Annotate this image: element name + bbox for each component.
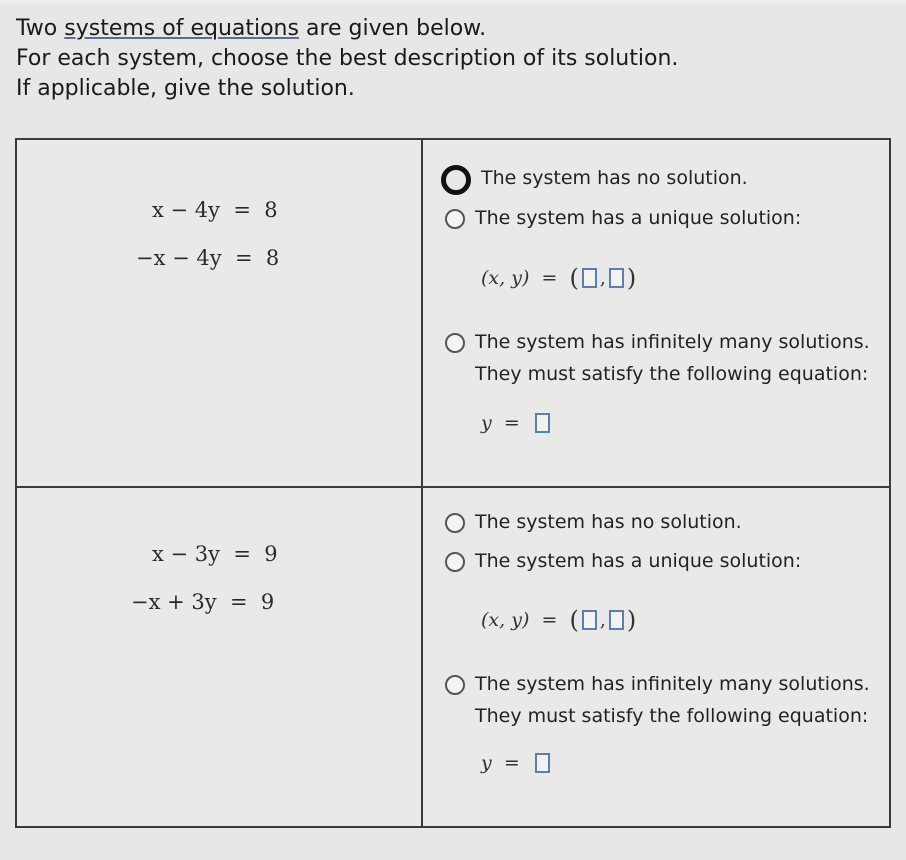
option-label: The system has a unique solution: [475,550,802,572]
instructions-line-1 [16,14,678,44]
system-2-unique-answer [481,606,636,634]
top-strip [0,0,906,8]
systems-of-equations-link[interactable]: systems of equations [64,16,299,41]
radio-selected-icon[interactable] [441,165,471,195]
system-2-equation-1: x − 3y = 9 [152,542,278,566]
system-1-equation-2: −x − 4y = 8 [136,246,280,270]
equals-sign: = [503,412,520,434]
y-answer-box[interactable] [609,610,624,630]
system-2-equations [17,488,421,828]
system-1-equations [17,140,421,486]
instructions-text: are given below. [298,16,487,41]
option-label-line-1: The system has infinitely many solutions. [475,673,870,695]
system-1-option-unique[interactable] [445,202,801,234]
systems-table [15,138,891,828]
system-1-option-infinite[interactable] [445,326,870,390]
system-1-options [423,140,891,486]
xy-label: (x, y) [481,267,530,289]
option-label-line-1: The system has infinitely many solutions. [475,331,870,353]
x-answer-box[interactable] [582,268,597,288]
equation-answer-box[interactable] [535,753,550,773]
equals-sign [529,267,541,289]
radio-button-icon[interactable] [445,513,465,533]
system-2-option-unique[interactable] [445,545,801,577]
option-label [475,326,870,390]
radio-button-icon[interactable] [445,209,465,229]
equals-sign: = [541,267,558,289]
option-label: The system has no solution. [475,511,742,533]
open-paren: ( [569,264,579,292]
y-label: y [481,412,492,434]
system-1-unique-answer [481,264,636,292]
equals-sign: = [541,609,558,631]
system-1-option-no-solution[interactable] [445,162,748,195]
instructions-line-3: If applicable, give the solution. [16,76,355,101]
y-answer-box[interactable] [609,268,624,288]
system-2-option-no-solution[interactable] [445,506,742,538]
system-2-infinite-answer [481,752,553,774]
x-answer-box[interactable] [582,610,597,630]
option-label: The system has no solution. [481,167,748,189]
instructions-line-2: For each system, choose the best description of its solution. [16,46,679,71]
option-label-line-2: They must satisfy the following equation: [475,705,869,727]
comma: , [599,267,606,289]
radio-button-icon[interactable] [445,333,465,353]
system-1-infinite-answer [481,412,553,434]
equation-answer-box[interactable] [535,413,550,433]
option-label: The system has a unique solution: [475,207,802,229]
open-paren: ( [569,606,579,634]
comma: , [599,609,606,631]
system-1-equation-1: x − 4y = 8 [152,198,278,222]
y-label: y [481,752,492,774]
instructions-text: Two [16,16,65,41]
instructions [16,14,678,104]
system-2-equation-2: −x + 3y = 9 [131,590,275,614]
close-paren: ) [626,264,637,292]
equals-sign: = [503,752,520,774]
radio-button-icon[interactable] [445,675,465,695]
system-2-options [423,488,891,828]
option-label [475,668,870,732]
radio-button-icon[interactable] [445,552,465,572]
option-label-line-2: They must satisfy the following equation: [475,363,869,385]
xy-label: (x, y) [481,609,530,631]
close-paren: ) [626,606,637,634]
system-2-option-infinite[interactable] [445,668,870,732]
